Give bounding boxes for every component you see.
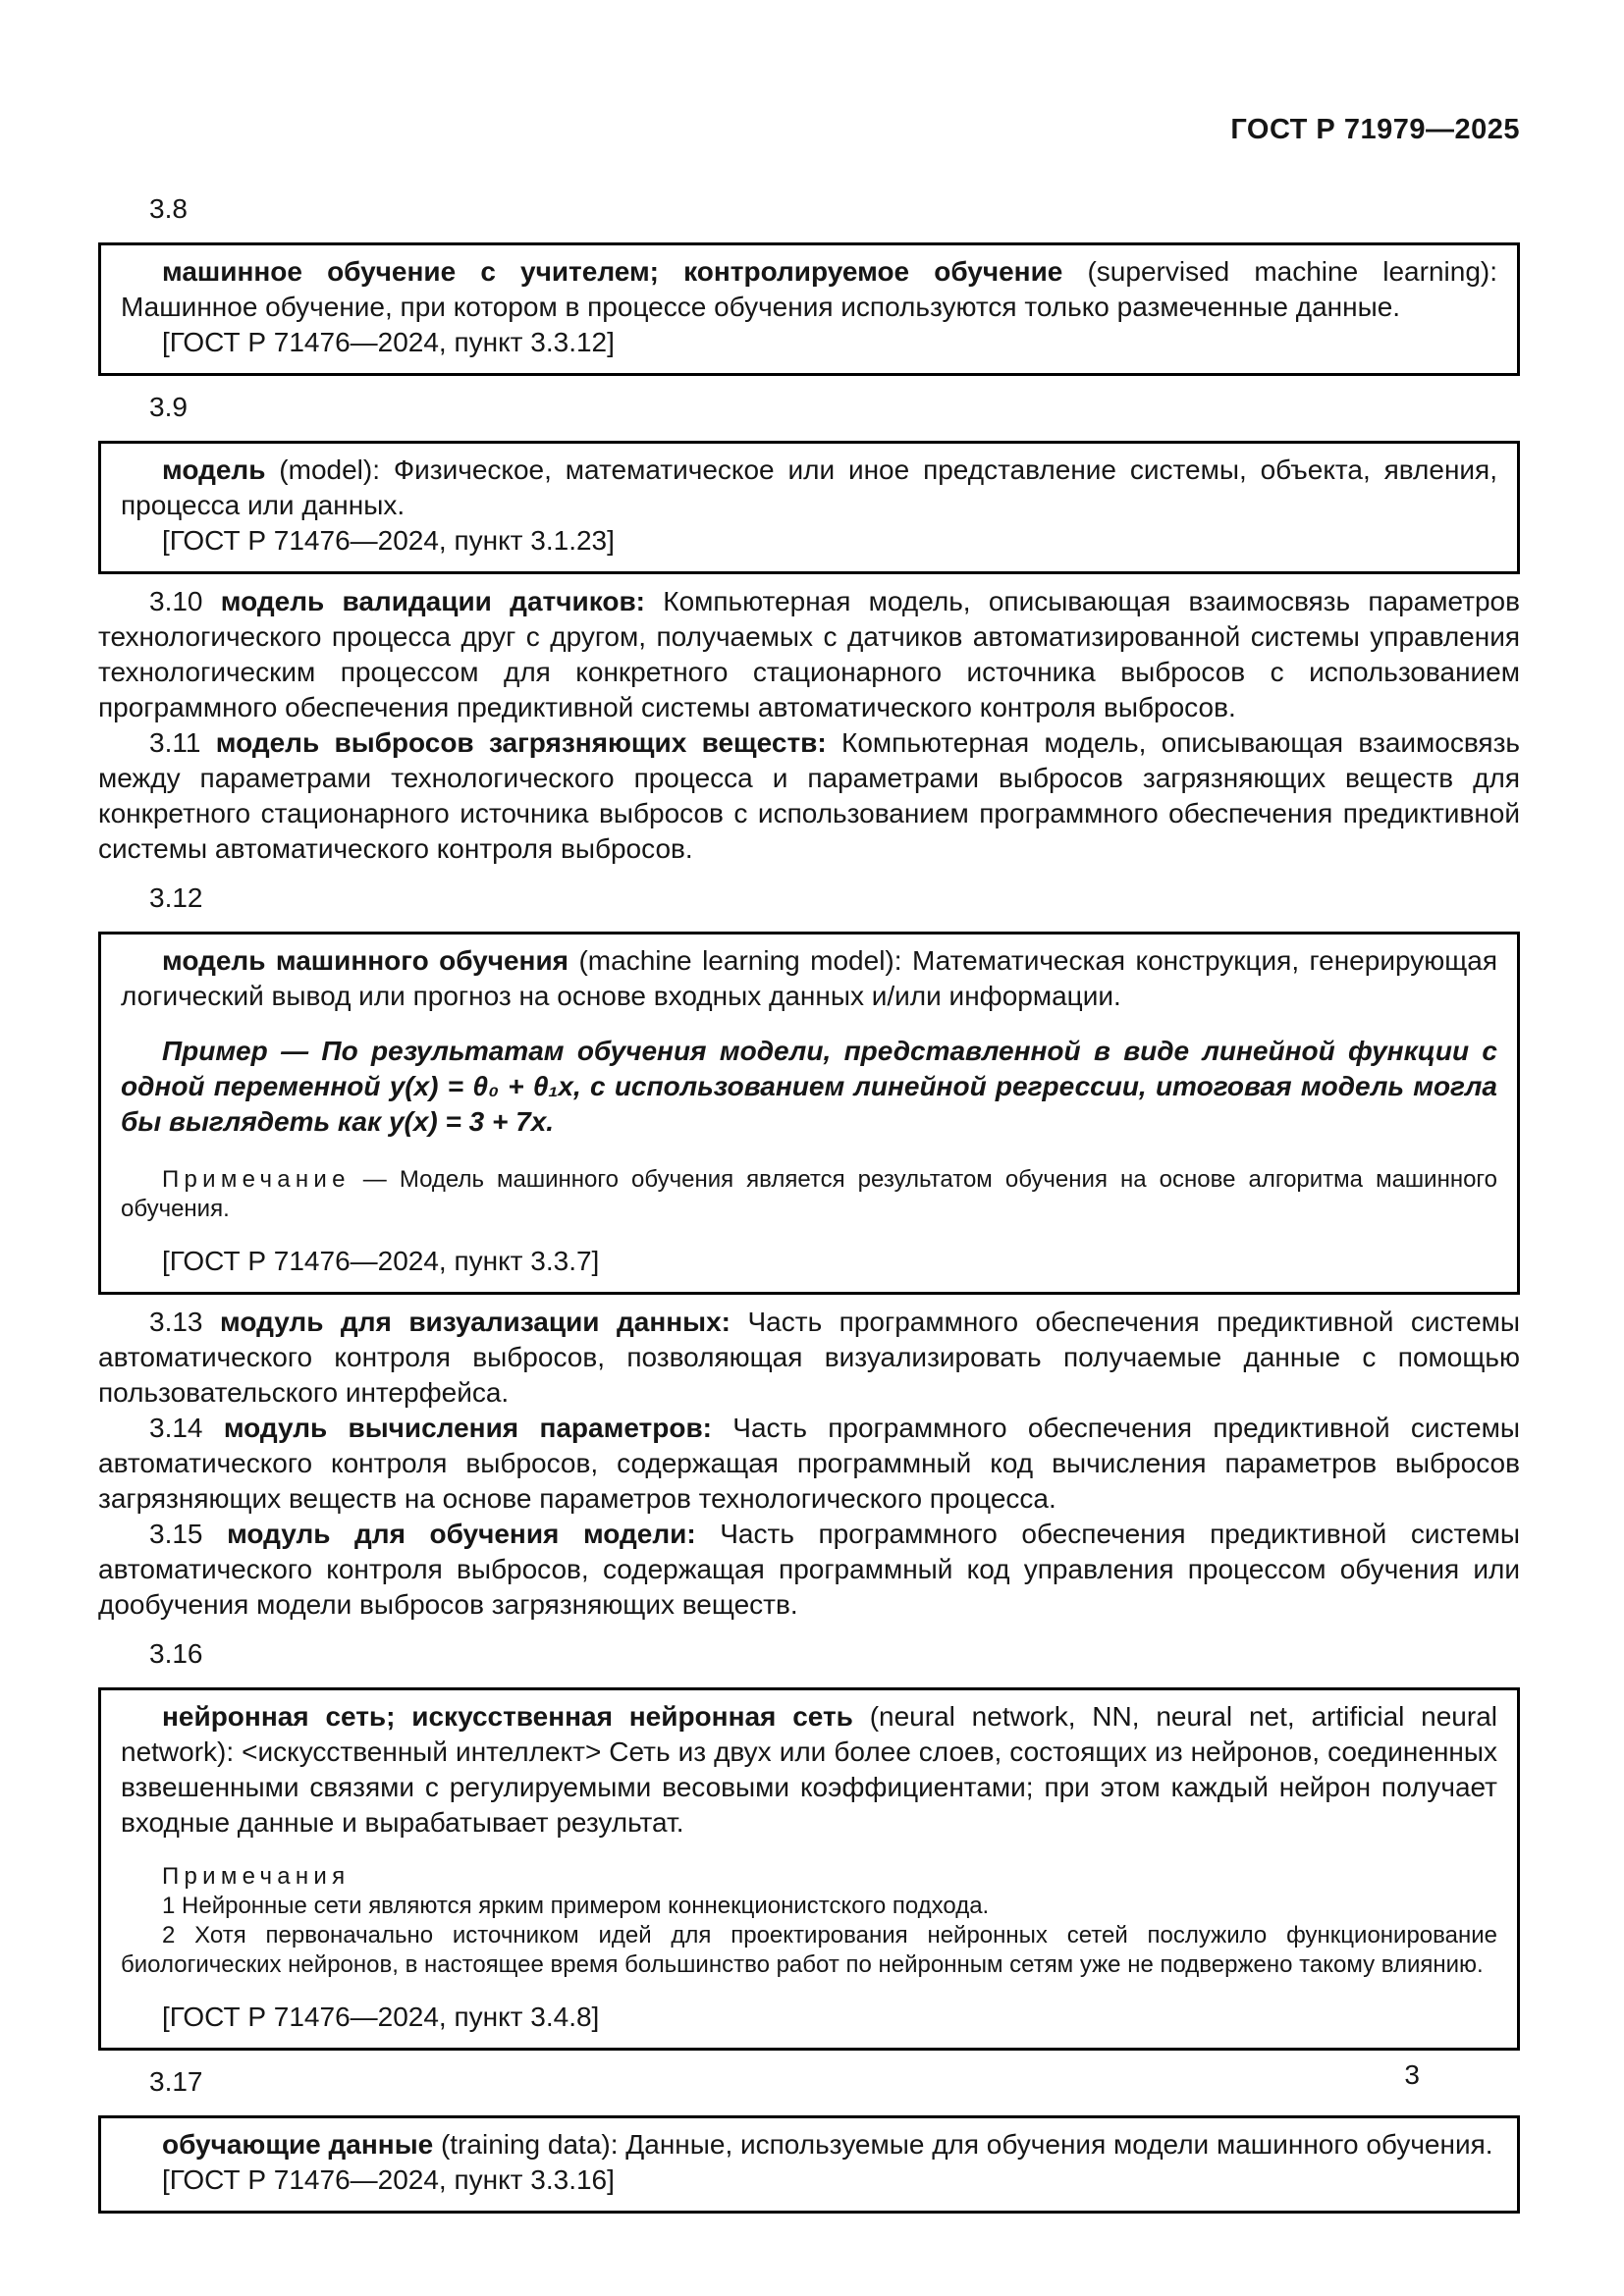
term-box-3-12 (98, 932, 1520, 1295)
page-number: 3 (1404, 2059, 1420, 2090)
term-3-16: нейронная сеть; искусственная нейронная сеть (162, 1701, 853, 1732)
section-label-3-12: 3.12 (149, 882, 203, 913)
term-3-17: обучающие данные (162, 2129, 434, 2160)
term-definition-3-12 (121, 943, 1497, 1014)
section-label-3-9: 3.9 (149, 392, 188, 422)
definition-3-10: Компьютерная модель, описывающая взаимосвязь параметров технологического процесса друг с другом, получаемых с датчиков автоматизированной системы управления технологическим процессом для конкретного стационарного источника выбросов с использованием программного обеспечения предиктивной системы автоматического контроля выбросов. (98, 586, 1520, 722)
clause-number-3-13: 3.13 (149, 1307, 221, 1337)
note-text-3-12: — Модель машинного обучения является результатом обучения на основе алгоритма машинного обучения. (121, 1166, 1497, 1222)
definition-3-12: (machine learning model): Математическая конструкция, генерирующая логический вывод или прогноз на основе входных данных и/или информации. (121, 945, 1497, 1011)
term-box-3-8 (98, 242, 1520, 376)
note-1-3-16: 1 Нейронные сети являются ярким примером коннекционистского подхода. (162, 1893, 990, 1919)
notes-heading-3-16: Примечания (162, 1863, 351, 1890)
definition-3-15: Часть программного обеспечения предиктивной системы автоматического контроля выбросов, содержащая программный код управления процессом обучения или дообучения модели выбросов загрязняющих веществ. (98, 1519, 1520, 1620)
doc-code-header: ГОСТ Р 71979—2025 (1230, 114, 1520, 145)
paragraph-3-10 (98, 584, 1520, 725)
section-label-3-8: 3.8 (149, 193, 188, 224)
paragraph-3-14 (98, 1411, 1520, 1517)
source-3-9: [ГОСТ Р 71476—2024, пункт 3.1.23] (162, 525, 615, 556)
note-3-12 (121, 1165, 1497, 1224)
term-3-11: модель выбросов загрязняющих веществ: (215, 727, 842, 758)
definition-3-13: Часть программного обеспечения предиктивной системы автоматического контроля выбросов, позволяющая визуализировать получаемые данные с помощью пользовательского интерфейса. (98, 1307, 1521, 1408)
term-3-13: модуль для визуализации данных: (220, 1307, 748, 1337)
definition-3-17: (training data): Данные, используемые для обучения модели машинного обучения. (433, 2129, 1493, 2160)
section-label-3-16: 3.16 (149, 1638, 203, 1669)
example-3-12: Пример — По результатам обучения модели, представленной в виде линейной функции с одной переменной y(x) = θ₀ + θ₁x, с использованием линейной регрессии, итоговая модель могла бы выглядеть как y(x) = 3 + 7x. (121, 1036, 1497, 1137)
clause-number-3-11: 3.11 (149, 727, 216, 758)
clause-number-3-15: 3.15 (149, 1519, 228, 1549)
paragraph-3-11 (98, 725, 1520, 867)
note-2-3-16: 2 Хотя первоначально источником идей для проектирования нейронных сетей послужило функционирование биологических нейронов, в настоящее время большинство работ по нейронным сетям уже не подвержено такому влиянию. (121, 1922, 1497, 1978)
term-3-15: модуль для обучения модели: (227, 1519, 721, 1549)
definition-3-8: (supervised machine learning): Машинное обучение, при котором в процессе обучения используются только размеченные данные. (121, 256, 1497, 322)
term-3-9: модель (162, 454, 266, 485)
definition-3-14: Часть программного обеспечения предиктивной системы автоматического контроля выбросов, содержащая программный код вычисления параметров выбросов загрязняющих веществ на основе параметров технологического процесса. (98, 1413, 1520, 1514)
term-definition-3-16 (121, 1699, 1497, 1841)
section-label-3-17: 3.17 (149, 2066, 203, 2097)
definition-3-9: (model): Физическое, математическое или иное представление системы, объекта, явления, процесса или данных. (121, 454, 1497, 520)
source-3-8: [ГОСТ Р 71476—2024, пункт 3.3.12] (162, 327, 615, 357)
definition-3-16: (neural network, NN, neural net, artificial neural network): <искусственный интеллект> Сеть из двух или более слоев, состоящих из нейронов, соединенных взвешенными связями с регулируемыми весовыми коэффициентами; при этом каждый нейрон получает входные данные и вырабатывает результат. (121, 1701, 1498, 1838)
term-3-10: модель валидации датчиков: (220, 586, 664, 616)
page-content (98, 114, 1520, 2223)
term-3-8: машинное обучение с учителем; контролируемое обучение (162, 256, 1063, 287)
term-definition-3-8 (121, 254, 1497, 325)
term-definition-3-9 (121, 453, 1497, 523)
source-3-16: [ГОСТ Р 71476—2024, пункт 3.4.8] (162, 2002, 600, 2032)
paragraph-3-15 (98, 1517, 1520, 1623)
clause-number-3-14: 3.14 (149, 1413, 224, 1443)
term-box-3-9 (98, 441, 1520, 574)
source-3-17: [ГОСТ Р 71476—2024, пункт 3.3.16] (162, 2164, 615, 2195)
note-label-3-12: Примечание (162, 1166, 351, 1193)
term-definition-3-17 (121, 2127, 1497, 2163)
term-box-3-17 (98, 2115, 1520, 2214)
paragraph-3-13 (98, 1305, 1520, 1411)
term-box-3-16 (98, 1687, 1520, 2051)
term-3-12: модель машинного обучения (162, 945, 569, 976)
clause-number-3-10: 3.10 (149, 586, 221, 616)
definition-3-11: Компьютерная модель, описывающая взаимосвязь между параметрами технологического процесса и параметрами выбросов загрязняющих веществ для конкретного стационарного источника выбросов с использованием программного обеспечения предиктивной системы автоматического контроля выбросов. (98, 727, 1520, 864)
source-3-12: [ГОСТ Р 71476—2024, пункт 3.3.7] (162, 1246, 600, 1276)
term-3-14: модуль вычисления параметров: (223, 1413, 733, 1443)
